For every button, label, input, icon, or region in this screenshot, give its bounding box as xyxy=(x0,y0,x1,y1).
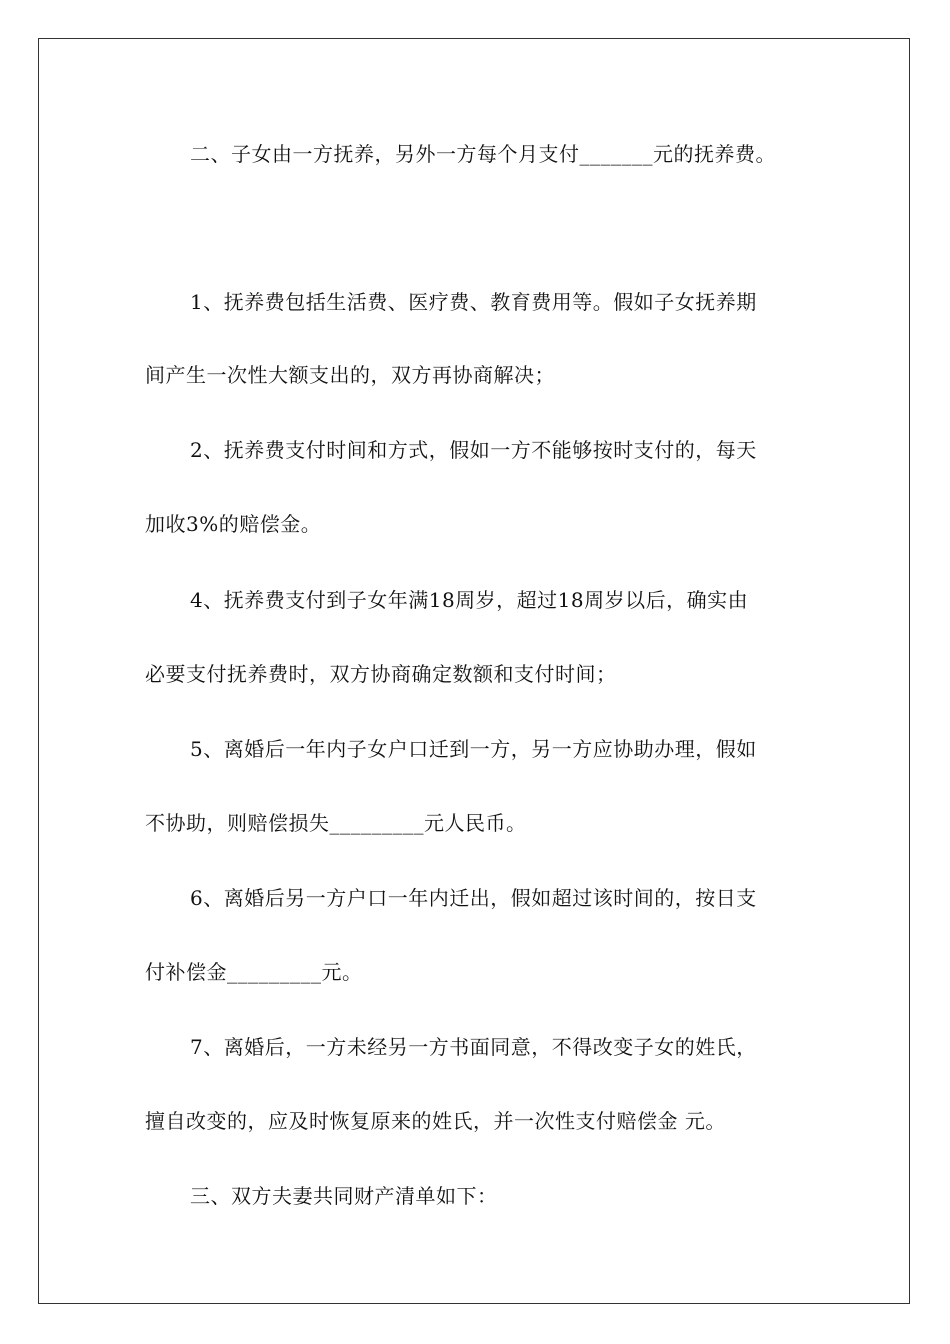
clause-7-line-1: 7、离婚后，一方未经另一方书面同意，不得改变子女的姓氏， xyxy=(190,1035,757,1059)
clause-1-line-2: 间产生一次性大额支出的，双方再协商解决； xyxy=(145,363,555,387)
clause-4-line-1: 4、抚养费支付到子女年满18周岁，超过18周岁以后，确实由 xyxy=(190,588,749,612)
clause-2-line-1: 2、抚养费支付时间和方式，假如一方不能够按时支付的，每天 xyxy=(190,438,757,462)
clause-5-line-2: 不协助，则赔偿损失_________元人民币。 xyxy=(145,811,527,835)
clause-4-line-2: 必要支付抚养费时，双方协商确定数额和支付时间； xyxy=(145,662,617,686)
clause-2-line-2: 加收3%的赔偿金。 xyxy=(145,512,322,536)
clause-6-line-2: 付补偿金_________元。 xyxy=(145,960,363,984)
clause-1-line-1: 1、抚养费包括生活费、医疗费、教育费用等。假如子女抚养期 xyxy=(190,290,757,314)
clause-6-line-1: 6、离婚后另一方户口一年内迁出，假如超过该时间的，按日支 xyxy=(190,886,757,910)
clause-7-line-2: 擅自改变的，应及时恢复原来的姓氏，并一次性支付赔偿金 元。 xyxy=(145,1109,726,1133)
section-three-heading: 三、双方夫妻共同财产清单如下： xyxy=(190,1184,498,1208)
clause-5-line-1: 5、离婚后一年内子女户口迁到一方，另一方应协助办理，假如 xyxy=(190,737,757,761)
section-two-heading: 二、子女由一方抚养，另外一方每个月支付_______元的抚养费。 xyxy=(190,142,776,166)
